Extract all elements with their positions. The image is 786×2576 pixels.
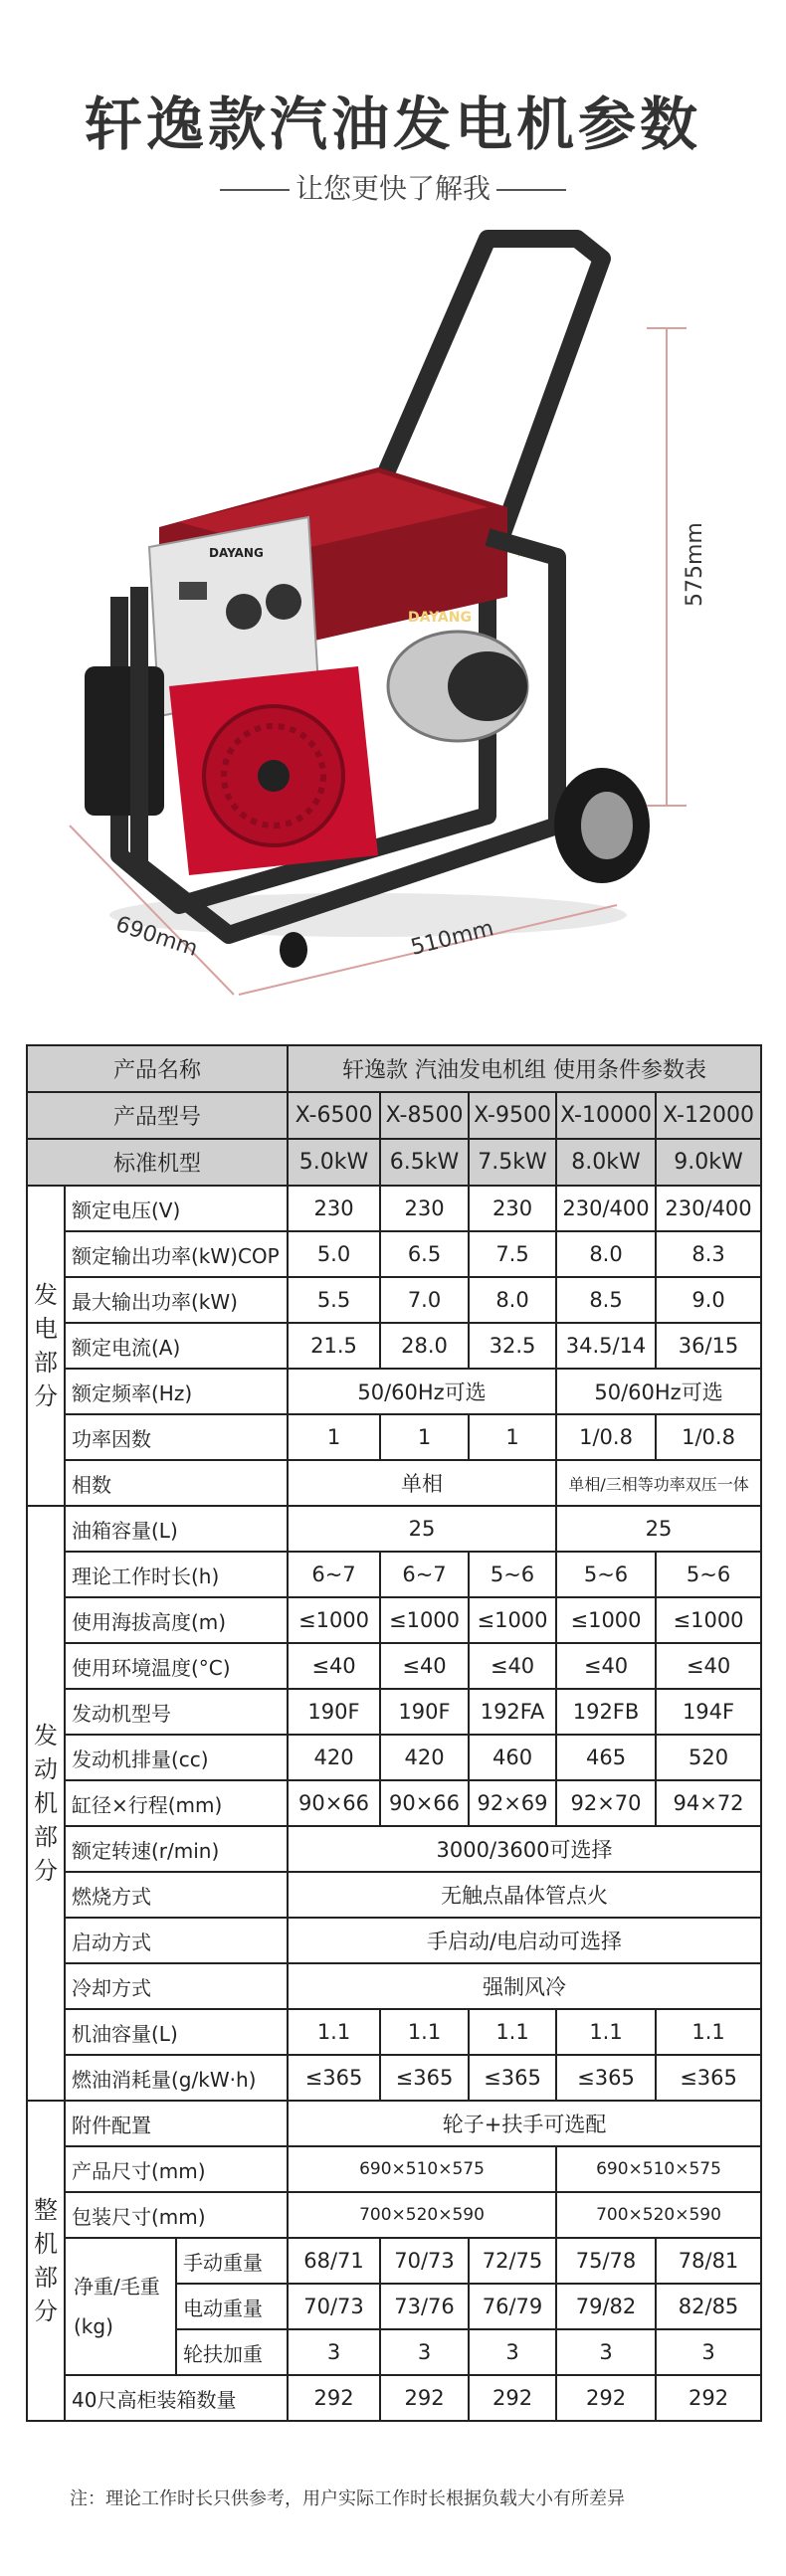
value-cell: 230/400 — [656, 1186, 761, 1231]
value-cell: 292 — [288, 2375, 380, 2421]
param-label: 油箱容量(L) — [65, 1506, 288, 1552]
param-label: 使用海拔高度(m) — [65, 1597, 288, 1643]
value-cell: 5~6 — [556, 1552, 656, 1597]
value-cell: 192FB — [556, 1689, 656, 1735]
value-cell: 7.0 — [380, 1277, 469, 1323]
value-cell: 3 — [288, 2329, 380, 2375]
value-cell: ≤365 — [656, 2055, 761, 2101]
row-phase — [27, 1460, 761, 1506]
side-logo: DAYANG — [408, 610, 472, 626]
value-cell: 6~7 — [288, 1552, 380, 1597]
param-label: 额定电流(A) — [65, 1323, 288, 1369]
param-label: 机油容量(L) — [65, 2009, 288, 2055]
value-cell: 单相 — [288, 1460, 556, 1506]
value-cell: 9.0 — [656, 1277, 761, 1323]
value-cell: 230 — [380, 1186, 469, 1231]
row-ambient-temp — [27, 1643, 761, 1689]
value-cell: 1 — [288, 1414, 380, 1460]
value-cell: 轮子+扶手可选配 — [288, 2101, 761, 2146]
row-standard — [27, 1139, 761, 1186]
value-cell: 8.0 — [469, 1277, 556, 1323]
param-label: 额定电压(V) — [65, 1186, 288, 1231]
dim-width-label: 510mm — [408, 916, 496, 961]
value-cell: 50/60Hz可选 — [288, 1369, 556, 1414]
value-cell: 1.1 — [469, 2009, 556, 2055]
row-rated-voltage — [27, 1186, 761, 1231]
value-cell: ≤365 — [469, 2055, 556, 2101]
row-altitude — [27, 1597, 761, 1643]
value-cell: 强制风冷 — [288, 1963, 761, 2009]
value-cell: 8.5 — [556, 1277, 656, 1323]
value-cell: 1/0.8 — [556, 1414, 656, 1460]
value-cell: 1/0.8 — [656, 1414, 761, 1460]
value-cell: 700×520×590 — [556, 2192, 761, 2238]
param-label: 40尺高柜装箱数量 — [65, 2375, 288, 2421]
model-cell: X-9500 — [469, 1092, 556, 1139]
value-cell: 7.5 — [469, 1231, 556, 1277]
value-cell: 420 — [288, 1735, 380, 1780]
value-cell: 8.0 — [556, 1231, 656, 1277]
value-cell: 82/85 — [656, 2284, 761, 2329]
row-package-size — [27, 2192, 761, 2238]
row-engine-model — [27, 1689, 761, 1735]
param-label: 燃烧方式 — [65, 1872, 288, 1918]
value-cell: 700×520×590 — [288, 2192, 556, 2238]
model-cell: X-8500 — [380, 1092, 469, 1139]
param-label: 包装尺寸(mm) — [65, 2192, 288, 2238]
row-start-mode — [27, 1918, 761, 1963]
row-fuel-tank — [27, 1506, 761, 1552]
param-label: 理论工作时长(h) — [65, 1552, 288, 1597]
row-rated-frequency — [27, 1369, 761, 1414]
param-label: 产品尺寸(mm) — [65, 2146, 288, 2192]
param-sublabel: 手动重量 — [176, 2238, 288, 2284]
param-label: 额定转速(r/min) — [65, 1826, 288, 1872]
dim-height-label: 575mm — [683, 522, 707, 607]
footnote: 注：理论工作时长只供参考，用户实际工作时长根据负载大小有所差异 — [70, 2488, 625, 2509]
value-cell: 单相/三相等功率双压一体 — [556, 1460, 761, 1506]
value-cell: 8.3 — [656, 1231, 761, 1277]
model-badge: X-10000 — [517, 547, 563, 560]
row-rated-speed — [27, 1826, 761, 1872]
row-run-time — [27, 1552, 761, 1597]
subtitle-text: 让您更快了解我 — [295, 172, 491, 205]
value-cell: ≤1000 — [380, 1597, 469, 1643]
value-cell: 34.5/14 — [556, 1323, 656, 1369]
value-cell: 70/73 — [288, 2284, 380, 2329]
row-oil-capacity — [27, 2009, 761, 2055]
param-label: 使用环境温度(°C) — [65, 1643, 288, 1689]
value-cell: 190F — [380, 1689, 469, 1735]
param-sublabel: 电动重量 — [176, 2284, 288, 2329]
value-cell: 73/76 — [380, 2284, 469, 2329]
standard-cell: 9.0kW — [656, 1139, 761, 1186]
row-product-size — [27, 2146, 761, 2192]
param-sublabel: 轮扶加重 — [176, 2329, 288, 2375]
subtitle-right-line — [496, 189, 566, 191]
row-accessories — [27, 2101, 761, 2146]
value-cell: 78/81 — [656, 2238, 761, 2284]
value-cell: 230/400 — [556, 1186, 656, 1231]
param-label: 额定输出功率(kW)COP — [65, 1231, 288, 1277]
model-cell: X-6500 — [288, 1092, 380, 1139]
value-cell: ≤40 — [469, 1643, 556, 1689]
label-model: 产品型号 — [27, 1092, 288, 1139]
panel-logo: DAYANG — [209, 546, 264, 560]
value-cell: 92×70 — [556, 1780, 656, 1826]
row-rated-power — [27, 1231, 761, 1277]
value-cell: 292 — [556, 2375, 656, 2421]
row-combustion — [27, 1872, 761, 1918]
value-cell: ≤1000 — [556, 1597, 656, 1643]
value-cell: 420 — [380, 1735, 469, 1780]
value-cell: 手启动/电启动可选择 — [288, 1918, 761, 1963]
value-cell: 3 — [556, 2329, 656, 2375]
value-cell: 79/82 — [556, 2284, 656, 2329]
value-cell: 690×510×575 — [288, 2146, 556, 2192]
row-bore-stroke — [27, 1780, 761, 1826]
row-rated-current — [27, 1323, 761, 1369]
value-cell: 90×66 — [380, 1780, 469, 1826]
row-weight-manual — [27, 2238, 761, 2284]
value-cell: 36/15 — [656, 1323, 761, 1369]
value-cell: 94×72 — [656, 1780, 761, 1826]
model-cell: X-12000 — [656, 1092, 761, 1139]
param-label: 缸径×行程(mm) — [65, 1780, 288, 1826]
value-cell: 465 — [556, 1735, 656, 1780]
standard-cell: 6.5kW — [380, 1139, 469, 1186]
value-cell: 无触点晶体管点火 — [288, 1872, 761, 1918]
value-cell: 5.0 — [288, 1231, 380, 1277]
page-subtitle — [0, 167, 786, 207]
param-label: 相数 — [65, 1460, 288, 1506]
value-cell: ≤40 — [380, 1643, 469, 1689]
value-cell: 21.5 — [288, 1323, 380, 1369]
param-label: 功率因数 — [65, 1414, 288, 1460]
value-cell: 3 — [469, 2329, 556, 2375]
value-cell: 190F — [288, 1689, 380, 1735]
value-cell: ≤40 — [656, 1643, 761, 1689]
value-cell: 25 — [556, 1506, 761, 1552]
value-cell: 3000/3600可选择 — [288, 1826, 761, 1872]
value-cell: 1.1 — [288, 2009, 380, 2055]
value-cell: 3 — [380, 2329, 469, 2375]
group-machine: 整机部分 — [27, 2101, 65, 2421]
param-label: 最大输出功率(kW) — [65, 1277, 288, 1323]
dim-length-label: 690mm — [112, 911, 201, 962]
param-label: 启动方式 — [65, 1918, 288, 1963]
value-cell: 460 — [469, 1735, 556, 1780]
value-cell: 75/78 — [556, 2238, 656, 2284]
value-cell: 28.0 — [380, 1323, 469, 1369]
value-cell: 25 — [288, 1506, 556, 1552]
row-power-factor — [27, 1414, 761, 1460]
param-label: 发动机排量(cc) — [65, 1735, 288, 1780]
spec-table — [26, 1044, 762, 2422]
value-cell: 292 — [656, 2375, 761, 2421]
value-cell: ≤1000 — [288, 1597, 380, 1643]
model-cell: X-10000 — [556, 1092, 656, 1139]
group-generator: 发电部分 — [27, 1186, 65, 1506]
value-cell: 5.5 — [288, 1277, 380, 1323]
value-cell: 1.1 — [556, 2009, 656, 2055]
value-cell: ≤365 — [556, 2055, 656, 2101]
param-label: 额定频率(Hz) — [65, 1369, 288, 1414]
row-displacement — [27, 1735, 761, 1780]
value-cell: 1.1 — [380, 2009, 469, 2055]
row-container — [27, 2375, 761, 2421]
value-cell: 1.1 — [656, 2009, 761, 2055]
param-label: 发动机型号 — [65, 1689, 288, 1735]
value-cell: ≤1000 — [469, 1597, 556, 1643]
value-cell: 92×69 — [469, 1780, 556, 1826]
value-cell: 230 — [469, 1186, 556, 1231]
param-label: 冷却方式 — [65, 1963, 288, 2009]
value-product-name: 轩逸款 汽油发电机组 使用条件参数表 — [288, 1045, 761, 1092]
value-cell: ≤365 — [380, 2055, 469, 2101]
value-cell: 72/75 — [469, 2238, 556, 2284]
param-label: 附件配置 — [65, 2101, 288, 2146]
value-cell: 76/79 — [469, 2284, 556, 2329]
row-product-name — [27, 1045, 761, 1092]
value-cell: 6~7 — [380, 1552, 469, 1597]
subtitle-left-line — [220, 189, 290, 191]
page-title: 轩逸款汽油发电机参数 — [84, 91, 701, 158]
value-cell: 1 — [469, 1414, 556, 1460]
generator-illustration — [60, 219, 756, 1014]
value-cell: 292 — [469, 2375, 556, 2421]
value-cell: 3 — [656, 2329, 761, 2375]
value-cell: ≤40 — [556, 1643, 656, 1689]
value-cell: 192FA — [469, 1689, 556, 1735]
value-cell: 690×510×575 — [556, 2146, 761, 2192]
group-engine: 发动机部分 — [27, 1506, 65, 2101]
standard-cell: 5.0kW — [288, 1139, 380, 1186]
value-cell: 520 — [656, 1735, 761, 1780]
value-cell: 194F — [656, 1689, 761, 1735]
value-cell: ≤365 — [288, 2055, 380, 2101]
value-cell: 6.5 — [380, 1231, 469, 1277]
row-fuel-consumption — [27, 2055, 761, 2101]
value-cell: 90×66 — [288, 1780, 380, 1826]
value-cell: ≤40 — [288, 1643, 380, 1689]
standard-cell: 7.5kW — [469, 1139, 556, 1186]
value-cell: ≤1000 — [656, 1597, 761, 1643]
value-cell: 1 — [380, 1414, 469, 1460]
value-cell: 70/73 — [380, 2238, 469, 2284]
standard-cell: 8.0kW — [556, 1139, 656, 1186]
label-standard: 标准机型 — [27, 1139, 288, 1186]
value-cell: 50/60Hz可选 — [556, 1369, 761, 1414]
value-cell: 5~6 — [656, 1552, 761, 1597]
value-cell: 292 — [380, 2375, 469, 2421]
label-product-name: 产品名称 — [27, 1045, 288, 1092]
param-label: 燃油消耗量(g/kW·h) — [65, 2055, 288, 2101]
param-label-weight: 净重/毛重(kg) — [65, 2238, 176, 2375]
row-model — [27, 1092, 761, 1139]
value-cell: 32.5 — [469, 1323, 556, 1369]
row-max-power — [27, 1277, 761, 1323]
value-cell: 68/71 — [288, 2238, 380, 2284]
row-cooling — [27, 1963, 761, 2009]
value-cell: 230 — [288, 1186, 380, 1231]
value-cell: 5~6 — [469, 1552, 556, 1597]
